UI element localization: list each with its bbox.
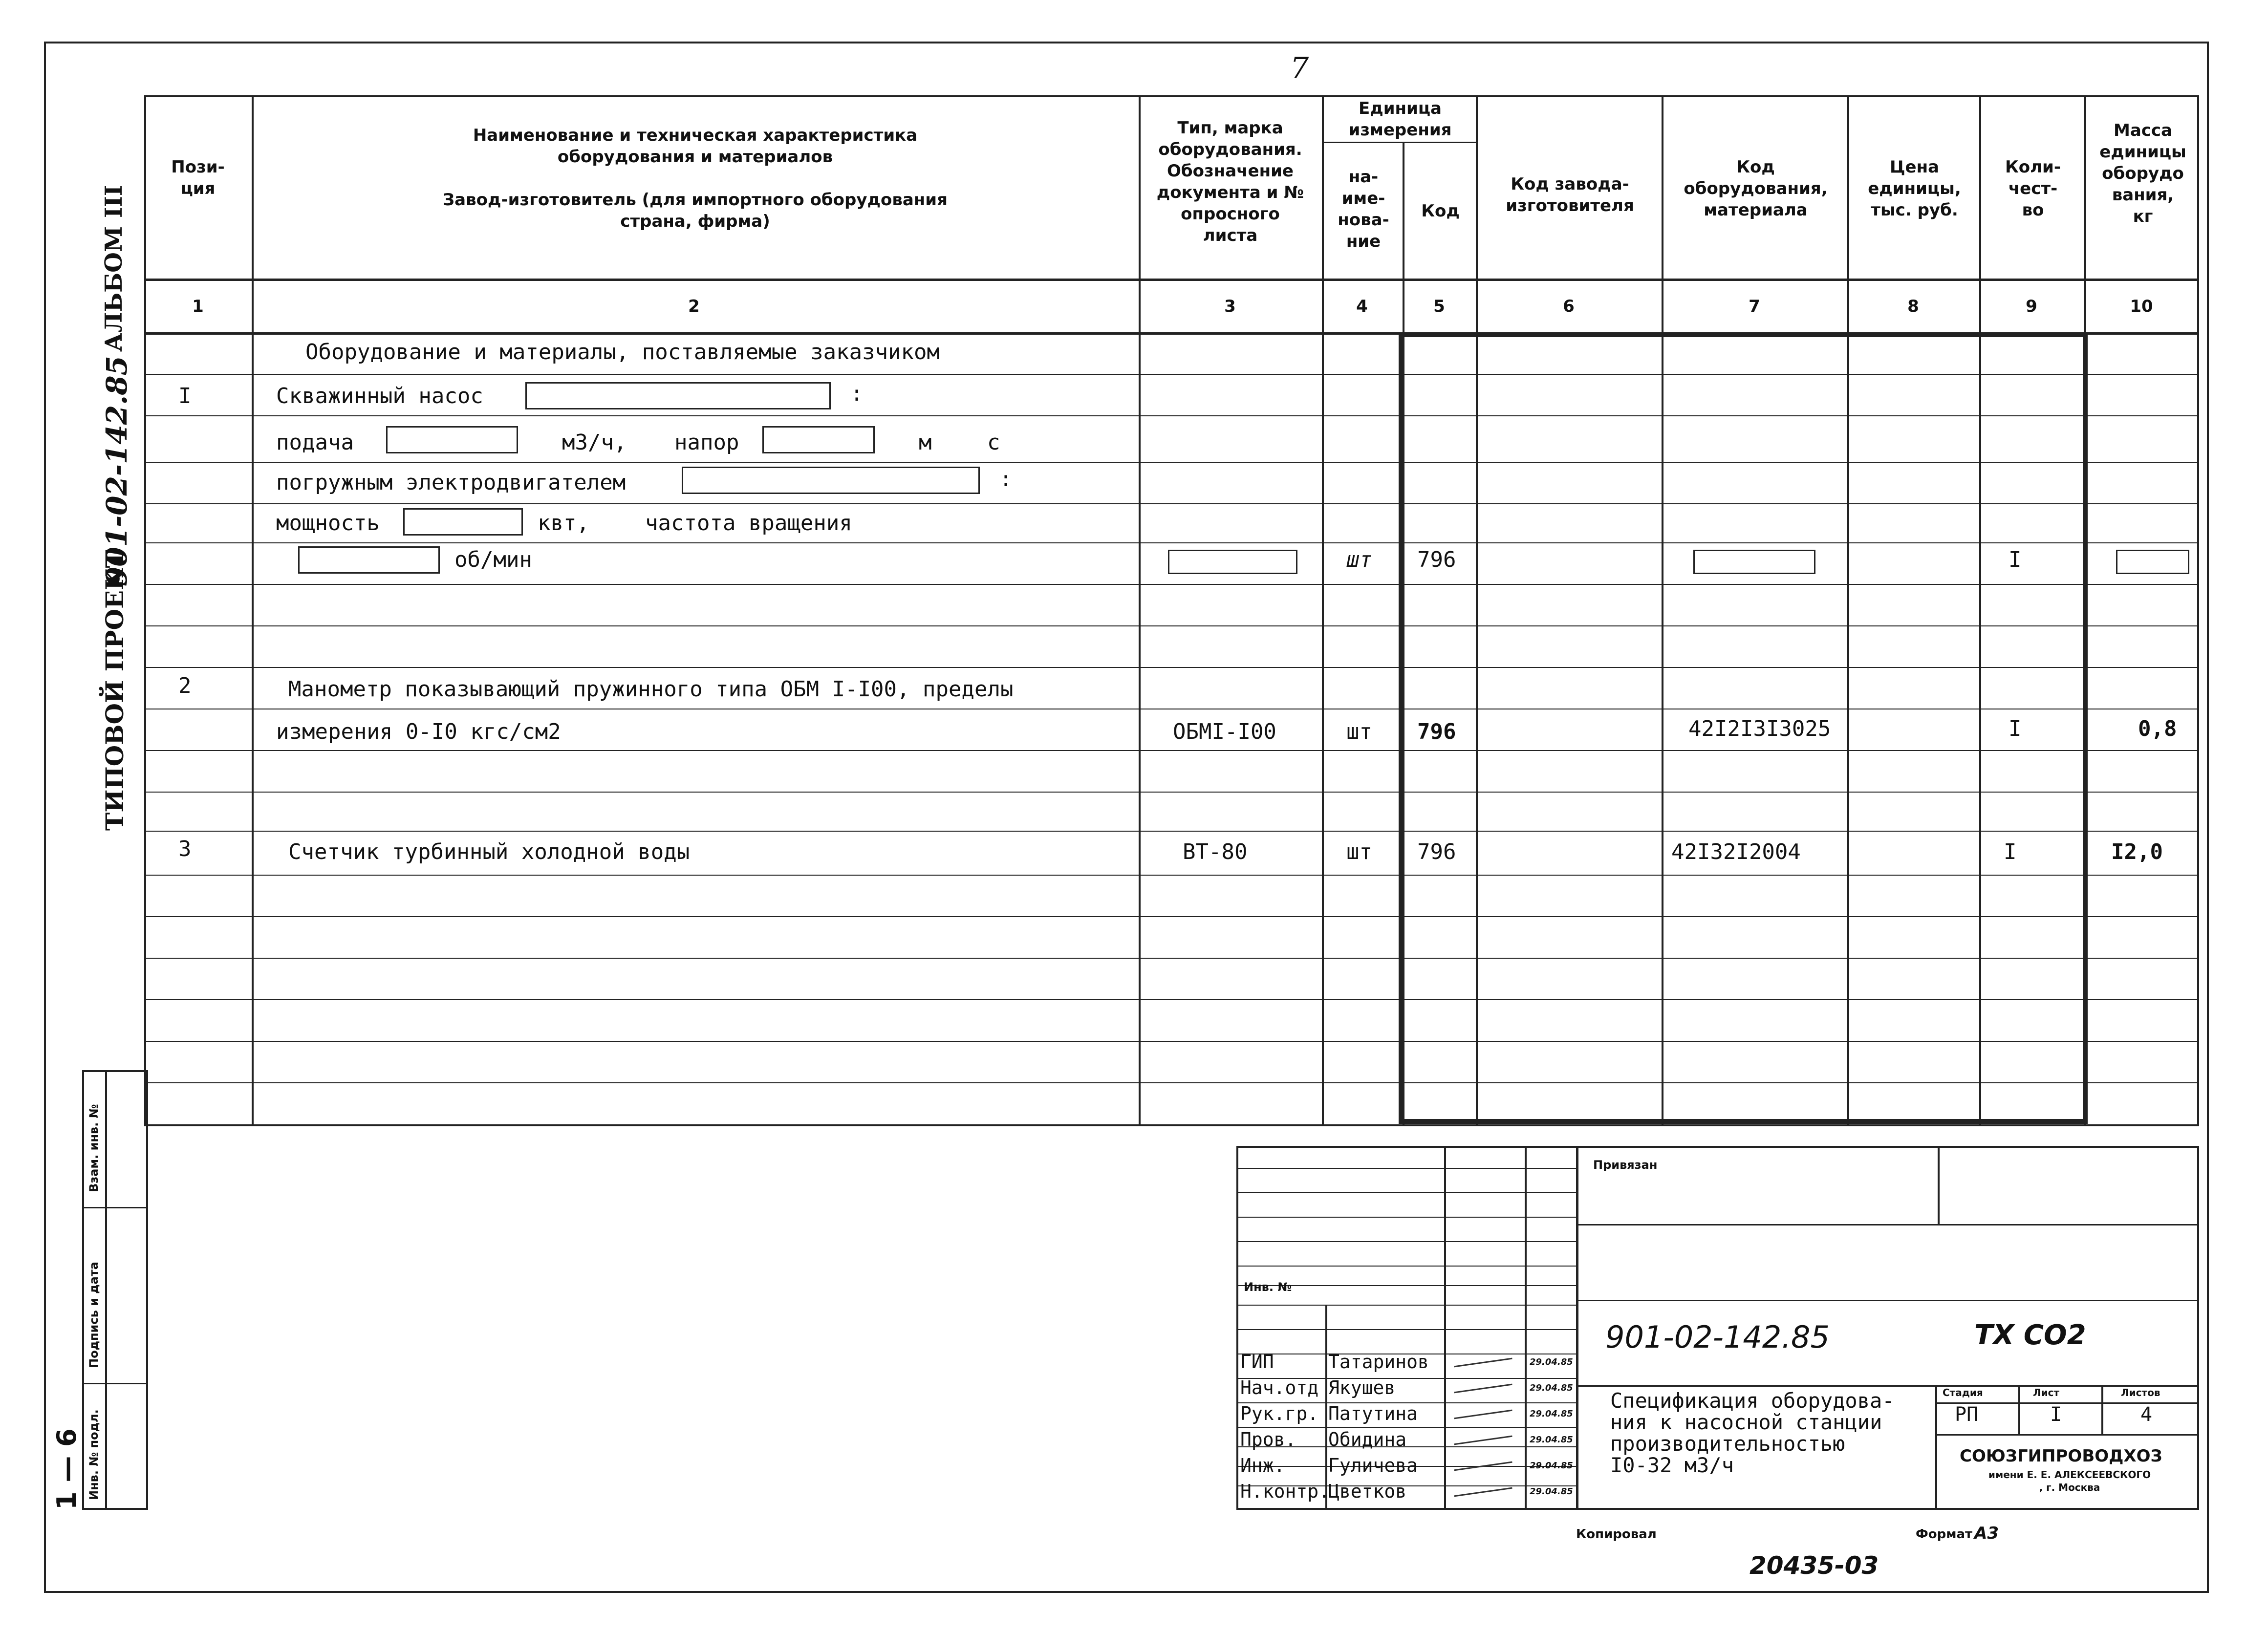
table-row-line: [144, 584, 2199, 585]
stage-label: Стадия: [1943, 1387, 1983, 1398]
pos1-line2a: подача: [276, 430, 354, 455]
table-row-line: [144, 542, 2199, 543]
format-value: А3: [1974, 1524, 1999, 1543]
spec-description: Спецификация оборудова- ния к насосной станции производительностью I0-32 м3/ч: [1610, 1389, 1895, 1477]
column-number: 6: [1563, 297, 1575, 316]
header-mass: Масса единицы оборудо вания, кг: [2099, 121, 2186, 226]
header-name: Наименование и техническая характеристика оборудования и материалов Завод-изготовитель (для импортного оборудования страна, фирма): [443, 126, 948, 231]
sign-date: 29.04.85: [1530, 1409, 1573, 1419]
sign-date: 29.04.85: [1530, 1486, 1573, 1497]
signer-name: Патутина: [1328, 1403, 1418, 1424]
table-row-line: [144, 875, 2199, 876]
blank-field-type: [1168, 550, 1297, 574]
pos3-type: ВТ-80: [1183, 839, 1248, 864]
blank-field-head: [762, 426, 875, 453]
table-row-line: [144, 415, 2199, 416]
pos3-eqcode: 42I32I2004: [1671, 839, 1801, 864]
blank-field-mass: [2116, 550, 2189, 574]
column-number: 1: [192, 297, 204, 316]
pos2-qty: I: [2009, 716, 2022, 741]
pos2-mass: 0,8: [2138, 716, 2177, 741]
sign-date: 29.04.85: [1530, 1357, 1573, 1367]
pos1-line1: Скважинный насос: [276, 384, 483, 408]
title-block-line: [1236, 1168, 1576, 1169]
side-label-2: Подпись и дата: [87, 1262, 101, 1368]
side-album: АЛЬБОМ III: [100, 185, 128, 352]
table-row-line: [144, 462, 2199, 463]
signer-name: Якушев: [1328, 1377, 1396, 1398]
blank-field-power: [403, 508, 523, 536]
column-number: 3: [1224, 297, 1236, 316]
sheets-value: 4: [2140, 1403, 2153, 1426]
side-stamp: 1 — 6: [51, 1428, 82, 1510]
stamp-number: 20435-03: [1750, 1551, 1879, 1580]
privyazan-label: Привязан: [1593, 1158, 1658, 1172]
side-project-code: 901-02-142.85: [100, 356, 133, 586]
column-number: 9: [2026, 297, 2037, 316]
table-row-line: [144, 374, 2199, 375]
format-label: Формат: [1916, 1527, 1973, 1542]
title-block-line: [1236, 1427, 1576, 1428]
sheets-label: Листов: [2121, 1387, 2160, 1398]
blank-field-pump: [525, 382, 831, 409]
pos3-mass: I2,0: [2111, 839, 2163, 864]
table-row-line: [144, 503, 2199, 504]
signer-name: Гуличева: [1328, 1455, 1418, 1476]
title-block-line: [1236, 1329, 1576, 1330]
pos2-line2: измерения 0-I0 кгс/см2: [276, 719, 561, 744]
table-row-line: [144, 667, 2199, 668]
pos3-code: 796: [1417, 839, 1456, 864]
pos3-number: 3: [178, 837, 192, 861]
header-unit-code: Код: [1421, 201, 1460, 221]
signer-name: Цветков: [1328, 1481, 1407, 1502]
pos1-line5: об/мин: [454, 547, 532, 572]
column-number: 10: [2130, 297, 2153, 316]
table-row-line: [144, 792, 2199, 793]
column-number: 2: [688, 297, 700, 316]
colon-1: :: [850, 381, 864, 406]
org-name: СОЮЗГИПРОВОДХОЗ: [1960, 1446, 2162, 1466]
pos3-qty: I: [2004, 839, 2017, 864]
pos2-eqcode: 42I2I3I3025: [1688, 716, 1831, 741]
header-equipment-code: Код оборудования, материала: [1684, 157, 1828, 220]
title-block-line: [1236, 1192, 1576, 1193]
title-block-line: [1236, 1305, 1576, 1306]
signer-role: Н.контр.: [1240, 1481, 1330, 1502]
side-label-1: Взам. инв. №: [87, 1104, 101, 1192]
pos3-unit: шт: [1346, 839, 1372, 864]
page-number: 7: [1290, 51, 1309, 86]
signer-name: Татаринов: [1328, 1351, 1429, 1373]
sheet-code: ТХ СО2: [1974, 1319, 2086, 1351]
doc-code: 901-02-142.85: [1605, 1319, 1830, 1355]
table-row-line: [144, 831, 2199, 832]
pos2-number: 2: [178, 673, 192, 698]
pos1-code: 796: [1417, 547, 1456, 572]
table-row-line: [144, 999, 2199, 1000]
column-number: 5: [1433, 297, 1445, 316]
pos1-line4b: квт,: [538, 511, 589, 536]
header-unit-name: на- име- нова- ние: [1338, 167, 1389, 251]
pos2-unit: шт: [1346, 719, 1372, 744]
header-quantity: Коли- чест- во: [2005, 157, 2061, 220]
header-price: Цена единицы, тыс. руб.: [1868, 157, 1961, 220]
pos1-line2c: напор: [674, 430, 739, 455]
blank-field-flow: [386, 426, 518, 453]
header-factory-code: Код завода- изготовителя: [1506, 174, 1634, 215]
signer-role: Пров.: [1240, 1429, 1296, 1450]
blank-field-eqcode: [1693, 550, 1815, 574]
inv-no-label: Инв. №: [1244, 1280, 1292, 1294]
pos2-line1: Манометр показывающий пружинного типа ОБМ I-I00, пределы: [288, 677, 1014, 702]
pos1-number: I: [178, 384, 192, 408]
column-number: 7: [1749, 297, 1760, 316]
side-project-label: ТИПОВОЙ ПРОЕКТ: [100, 550, 129, 831]
title-block-line: [1236, 1217, 1576, 1218]
colon-2: :: [999, 467, 1013, 492]
table-row-line: [144, 750, 2199, 751]
org-sub: имени Е. Е. АЛЕКСЕЕВСКОГО , г. Москва: [1988, 1469, 2151, 1493]
pos3-line1: Счетчик турбинный холодной воды: [288, 839, 690, 864]
pos1-line4c: частота вращения: [645, 511, 852, 536]
side-label-3: Инв. № подл.: [87, 1409, 101, 1500]
signer-role: Нач.отд: [1240, 1377, 1319, 1398]
blank-field-rpm: [298, 546, 440, 574]
table-row-line: [144, 625, 2199, 626]
pos2-code: 796: [1417, 719, 1456, 744]
sign-date: 29.04.85: [1530, 1461, 1573, 1471]
column-number: 4: [1356, 297, 1368, 316]
header-type: Тип, марка оборудования. Обозначение документа и № опросного листа: [1156, 118, 1304, 245]
table-row-line: [144, 1082, 2199, 1083]
pos1-line4a: мощность: [276, 511, 380, 536]
pos2-type: ОБМI-I00: [1173, 719, 1276, 744]
sheet-label: Лист: [2033, 1387, 2060, 1398]
title-block-line: [1236, 1266, 1576, 1267]
pos1-qty: I: [2009, 547, 2022, 572]
table-row-line: [144, 958, 2199, 959]
pos1-unit: шт: [1346, 547, 1372, 572]
signer-role: Инж.: [1240, 1455, 1285, 1476]
header-position: Пози- ция: [171, 157, 225, 198]
signer-name: Обидина: [1328, 1429, 1407, 1450]
sign-date: 29.04.85: [1530, 1383, 1573, 1393]
pos1-line3: погружным электродвигателем: [276, 470, 626, 495]
stage-value: РП: [1955, 1403, 1979, 1426]
table-row-line: [144, 916, 2199, 917]
signer-role: Рук.гр.: [1240, 1403, 1319, 1424]
section-title: Оборудование и материалы, поставляемые заказчиком: [305, 340, 940, 365]
pos1-line2b: м3/ч,: [562, 430, 627, 455]
pos1-line2d: м: [919, 430, 932, 455]
table-row-line: [144, 1041, 2199, 1042]
column-number: 8: [1907, 297, 1919, 316]
sheet-value: I: [2050, 1403, 2062, 1426]
title-block-line: [1236, 1241, 1576, 1242]
pos1-line2e: с: [987, 430, 1000, 455]
signer-role: ГИП: [1240, 1351, 1274, 1373]
copied-label: Копировал: [1576, 1527, 1657, 1542]
sign-date: 29.04.85: [1530, 1435, 1573, 1445]
blank-field-motor: [682, 467, 980, 494]
header-unit-group: Единица измерения: [1348, 99, 1452, 140]
